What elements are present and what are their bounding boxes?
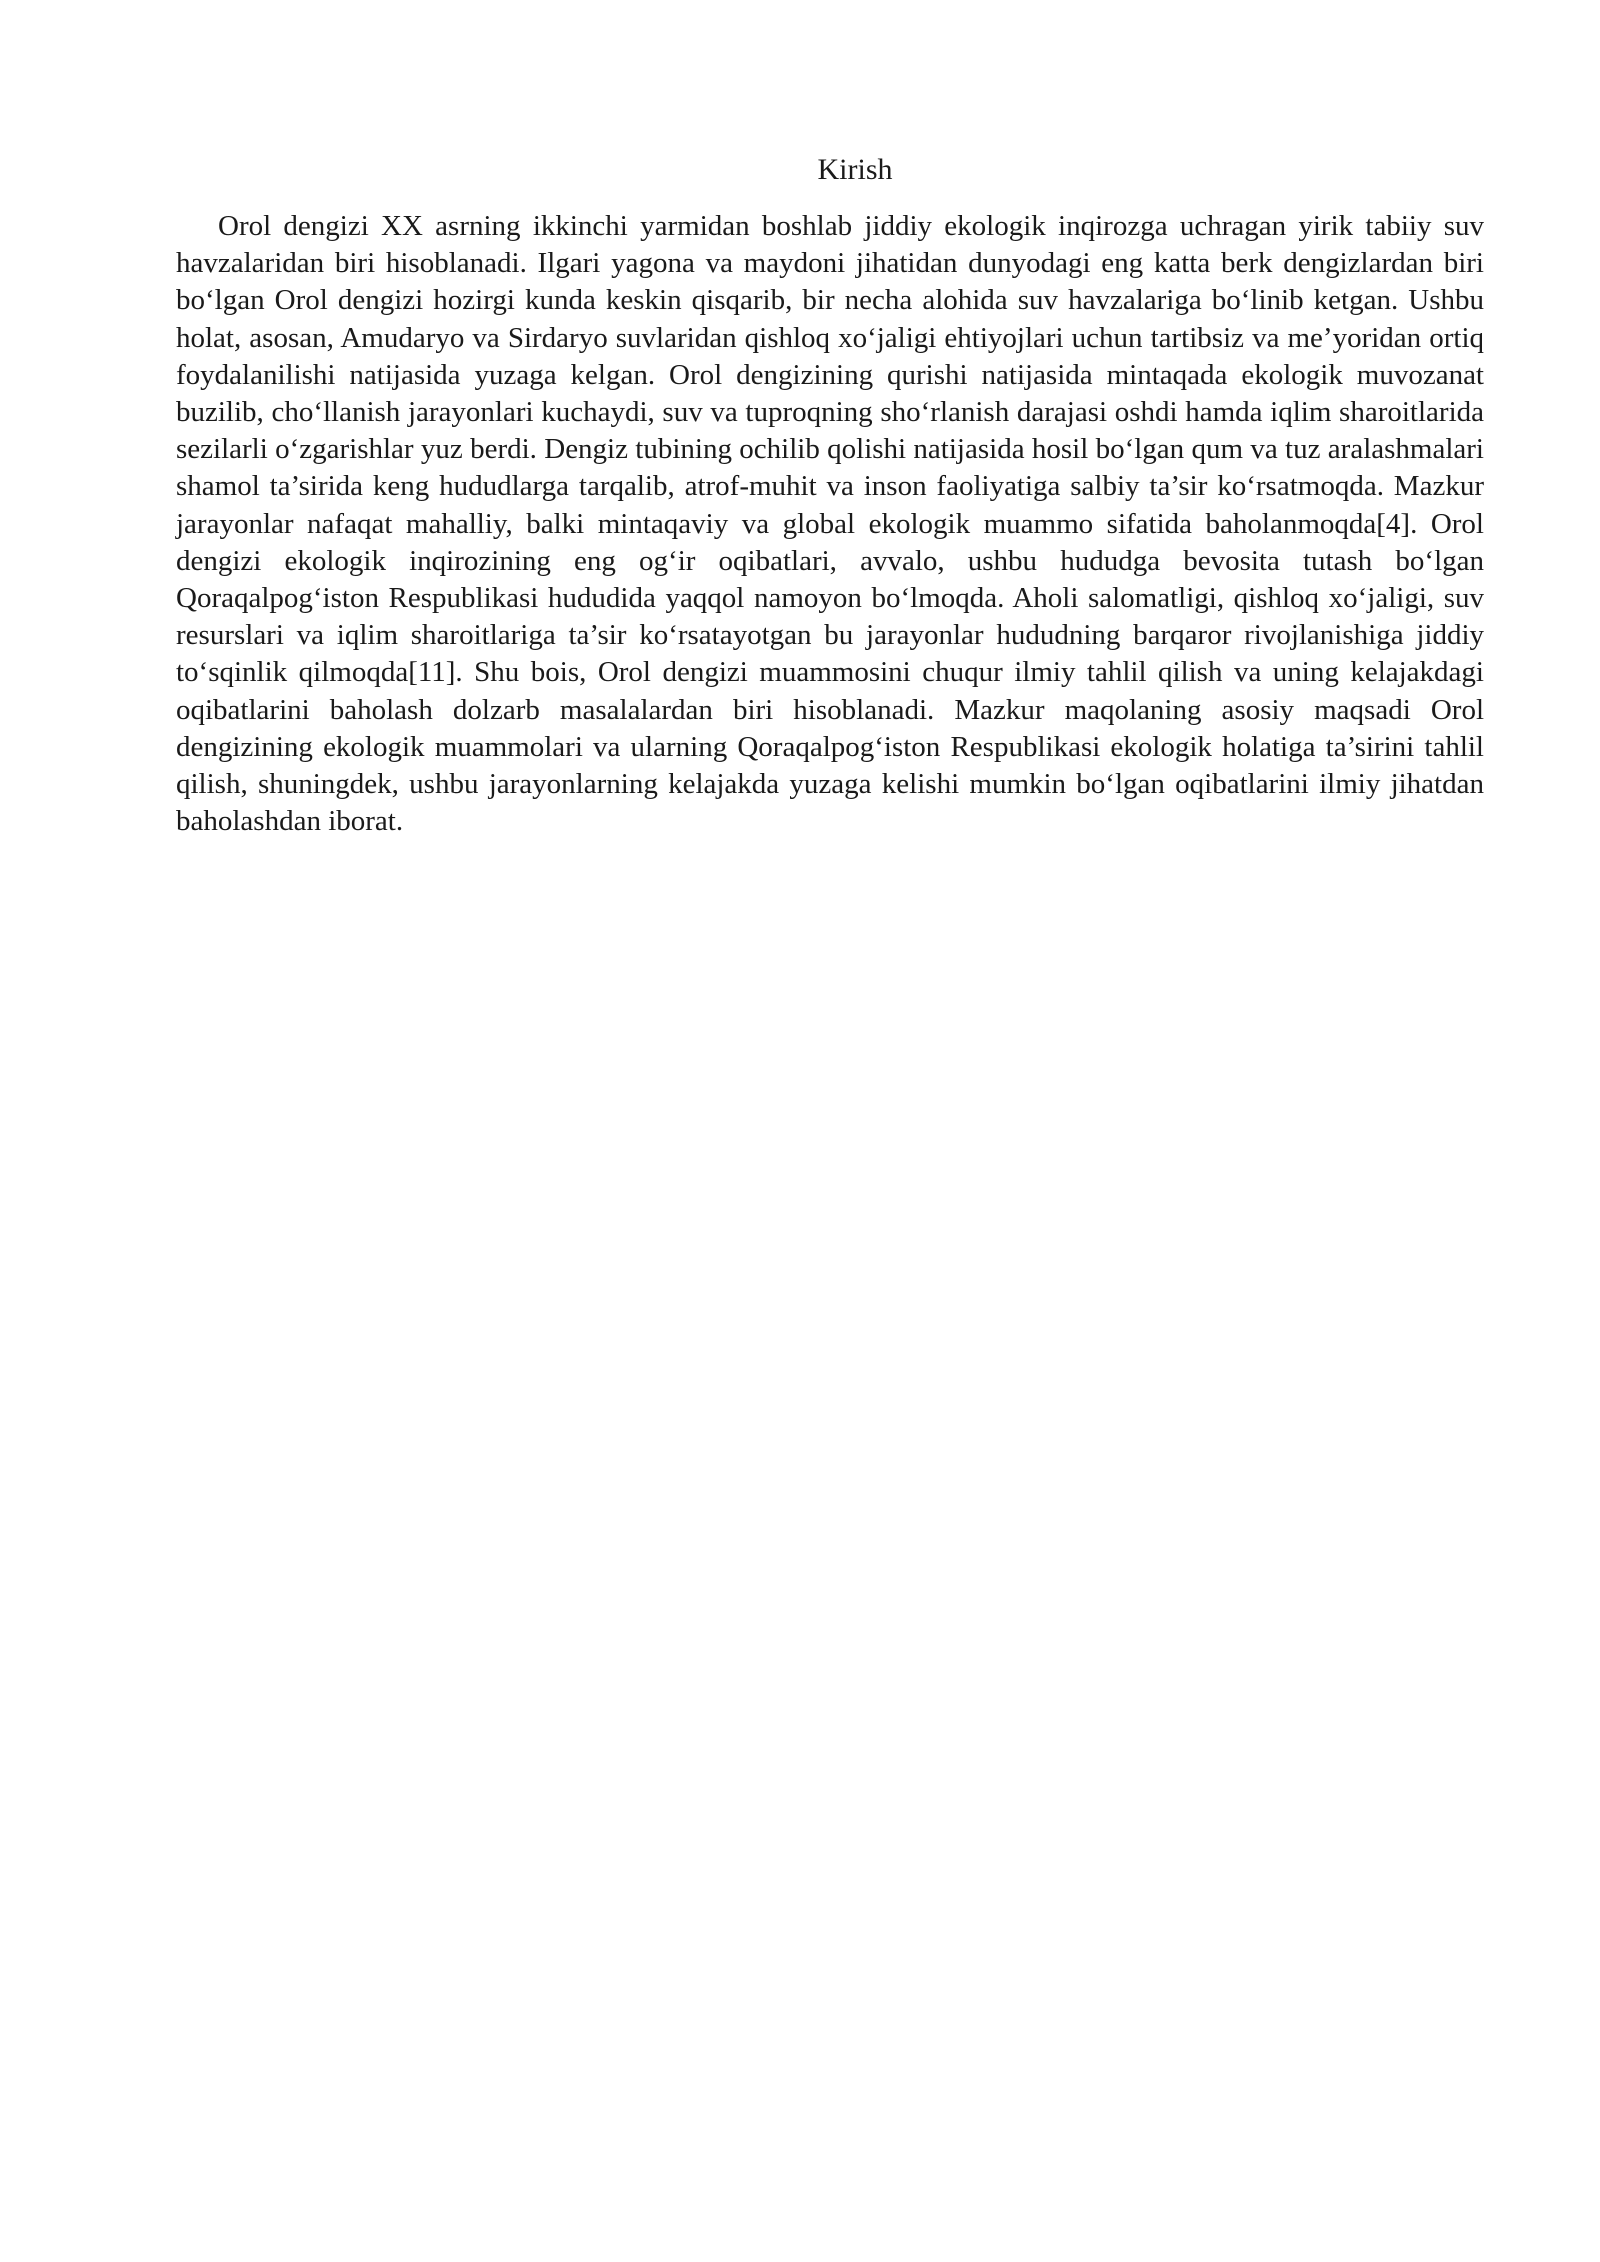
document-content bbox=[176, 150, 1484, 840]
body-paragraph: Orol dengizi XX asrning ikkinchi yarmidan boshlab jiddiy ekologik inqirozga uchragan yirik tabiiy suv havzalaridan biri hisoblanadi. Ilgari yagona va maydoni jihatidan dunyodagi eng katta berk dengizlardan biri bo‘lgan Orol dengizi hozirgi kunda keskin qisqarib, bir necha alohida suv havzalariga bo‘linib ketgan. Ushbu holat, asosan, Amudaryo va Sirdaryo suvlaridan qishloq xo‘jaligi ehtiyojlari uchun tartibsiz va me’yoridan ortiq foydalanilishi natijasida yuzaga kelgan. Orol dengizining qurishi natijasida mintaqada ekologik muvozanat buzilib, cho‘llanish jarayonlari kuchaydi, suv va tuproqning sho‘rlanish darajasi oshdi hamda iqlim sharoitlarida sezilarli o‘zgarishlar yuz berdi. Dengiz tubining ochilib qolishi natijasida hosil bo‘lgan qum va tuz aralashmalari shamol ta’sirida keng hududlarga tarqalib, atrof-muhit va inson faoliyatiga salbiy ta’sir ko‘rsatmoqda. Mazkur jarayonlar nafaqat mahalliy, balki mintaqaviy va global ekologik muammo sifatida baholanmoqda[4]. Orol dengizi ekologik inqirozining eng og‘ir oqibatlari, avvalo, ushbu hududga bevosita tutash bo‘lgan Qoraqalpog‘iston Respublikasi hududida yaqqol namoyon bo‘lmoqda. Aholi salomatligi, qishloq xo‘jaligi, suv resurslari va iqlim sharoitlariga ta’sir ko‘rsatayotgan bu jarayonlar hududning barqaror rivojlanishiga jiddiy to‘sqinlik qilmoqda[11]. Shu bois, Orol dengizi muammosini chuqur ilmiy tahlil qilish va uning kelajakdagi oqibatlarini baholash dolzarb masalalardan biri hisoblanadi. Mazkur maqolaning asosiy maqsadi Orol dengizining ekologik muammolari va ularning Qoraqalpog‘iston Respublikasi ekologik holatiga ta’sirini tahlil qilish, shuningdek, ushbu jarayonlarning kelajakda yuzaga kelishi mumkin bo‘lgan oqibatlarini ilmiy jihatdan baholashdan iborat. bbox=[176, 210, 1484, 838]
section-title: Kirish bbox=[817, 153, 893, 186]
